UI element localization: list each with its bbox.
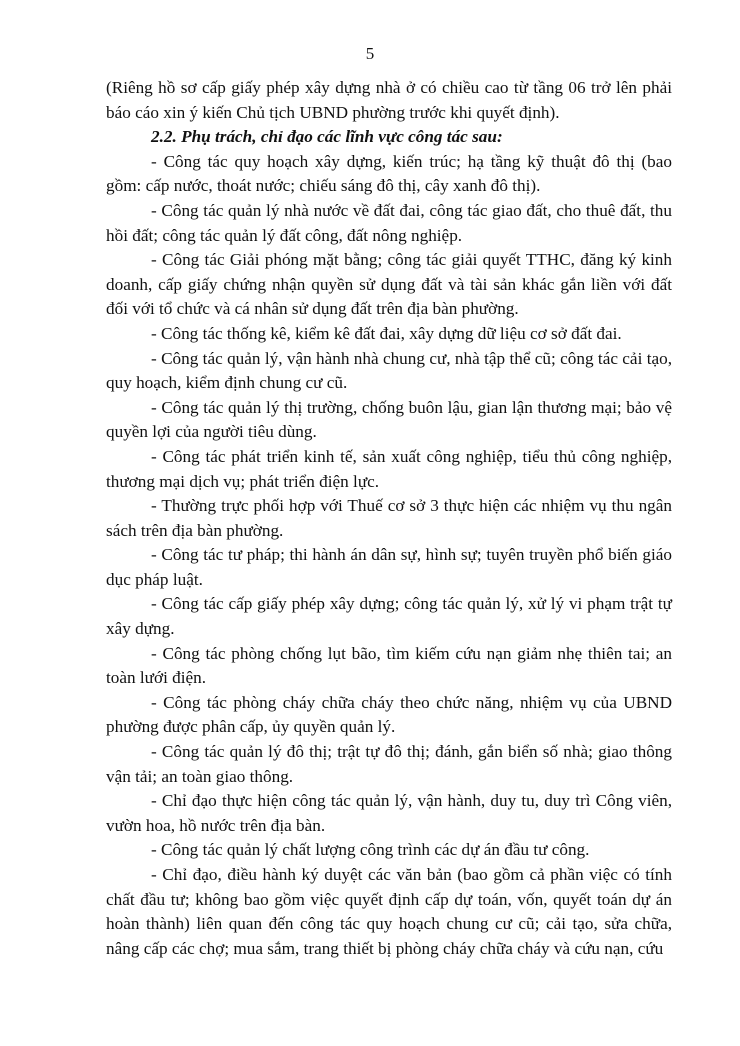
list-item: - Công tác Giải phóng mặt bằng; công tác giải quyết TTHC, đăng ký kinh doanh, cấp giấy chứng nhận quyền sử dụng đất và tài sản khác gắn liền với đất đối với tổ chức và cá nhân sử dụng đất trên địa bàn phường. [106, 250, 672, 319]
list-item: - Công tác quản lý nhà nước về đất đai, công tác giao đất, cho thuê đất, thu hồi đất; công tác quản lý đất công, đất nông nghiệp. [106, 200, 672, 245]
list-item: - Công tác quản lý chất lượng công trình các dự án đầu tư công. [151, 840, 590, 860]
list-item: - Công tác phòng chống lụt bão, tìm kiếm cứu nạn giảm nhẹ thiên tai; an toàn lưới điện. [106, 643, 672, 688]
list-item: - Công tác quản lý thị trường, chống buôn lậu, gian lận thương mại; bảo vệ quyền lợi của người tiêu dùng. [106, 397, 672, 442]
section-heading-2-2: 2.2. Phụ trách, chỉ đạo các lĩnh vực công tác sau: [151, 127, 503, 147]
document-body [106, 76, 672, 961]
list-item: - Công tác phát triển kinh tế, sản xuất công nghiệp, tiểu thủ công nghiệp, thương mại dịch vụ; phát triển điện lực. [106, 446, 672, 491]
list-item: - Công tác quản lý, vận hành nhà chung cư, nhà tập thể cũ; công tác cải tạo, quy hoạch, kiểm định chung cư cũ. [106, 348, 672, 393]
list-item: - Công tác quy hoạch xây dựng, kiến trúc; hạ tầng kỹ thuật đô thị (bao gồm: cấp nước, thoát nước; chiếu sáng đô thị, cây xanh đô thị). [106, 151, 672, 196]
paragraph-intro-note: (Riêng hồ sơ cấp giấy phép xây dựng nhà ở có chiều cao từ tầng 06 trở lên phải báo cáo xin ý kiến Chủ tịch UBND phường trước khi quyết định). [106, 78, 672, 122]
list-item: - Công tác quản lý đô thị; trật tự đô thị; đánh, gắn biển số nhà; giao thông vận tải; an toàn giao thông. [106, 742, 672, 786]
list-item: - Thường trực phối hợp với Thuế cơ sở 3 thực hiện các nhiệm vụ thu ngân sách trên địa bàn phường. [106, 496, 672, 540]
page-number: 5 [365, 44, 375, 63]
list-item: - Chỉ đạo, điều hành ký duyệt các văn bản (bao gồm cả phần việc có tính chất đầu tư; không bao gồm việc quyết định cấp dự toán, vốn, quyết toán dự án hoàn thành) liên quan đến công tác quy hoạch chung cư cũ; cải tạo, sửa chữa, nâng cấp các chợ; mua sắm, trang thiết bị phòng cháy chữa cháy và cứu nạn, cứu [106, 865, 672, 958]
list-item: - Công tác phòng cháy chữa cháy theo chức năng, nhiệm vụ của UBND phường được phân cấp, ủy quyền quản lý. [106, 692, 672, 737]
list-item: - Chỉ đạo thực hiện công tác quản lý, vận hành, duy tu, duy trì Công viên, vườn hoa, hồ nước trên địa bàn. [106, 791, 672, 835]
list-item: - Công tác cấp giấy phép xây dựng; công tác quản lý, xử lý vi phạm trật tự xây dựng. [106, 594, 672, 639]
list-item: - Công tác thống kê, kiểm kê đất đai, xây dựng dữ liệu cơ sở đất đai. [151, 323, 622, 343]
list-item: - Công tác tư pháp; thi hành án dân sự, hình sự; tuyên truyền phổ biến giáo dục pháp luật. [106, 545, 672, 589]
